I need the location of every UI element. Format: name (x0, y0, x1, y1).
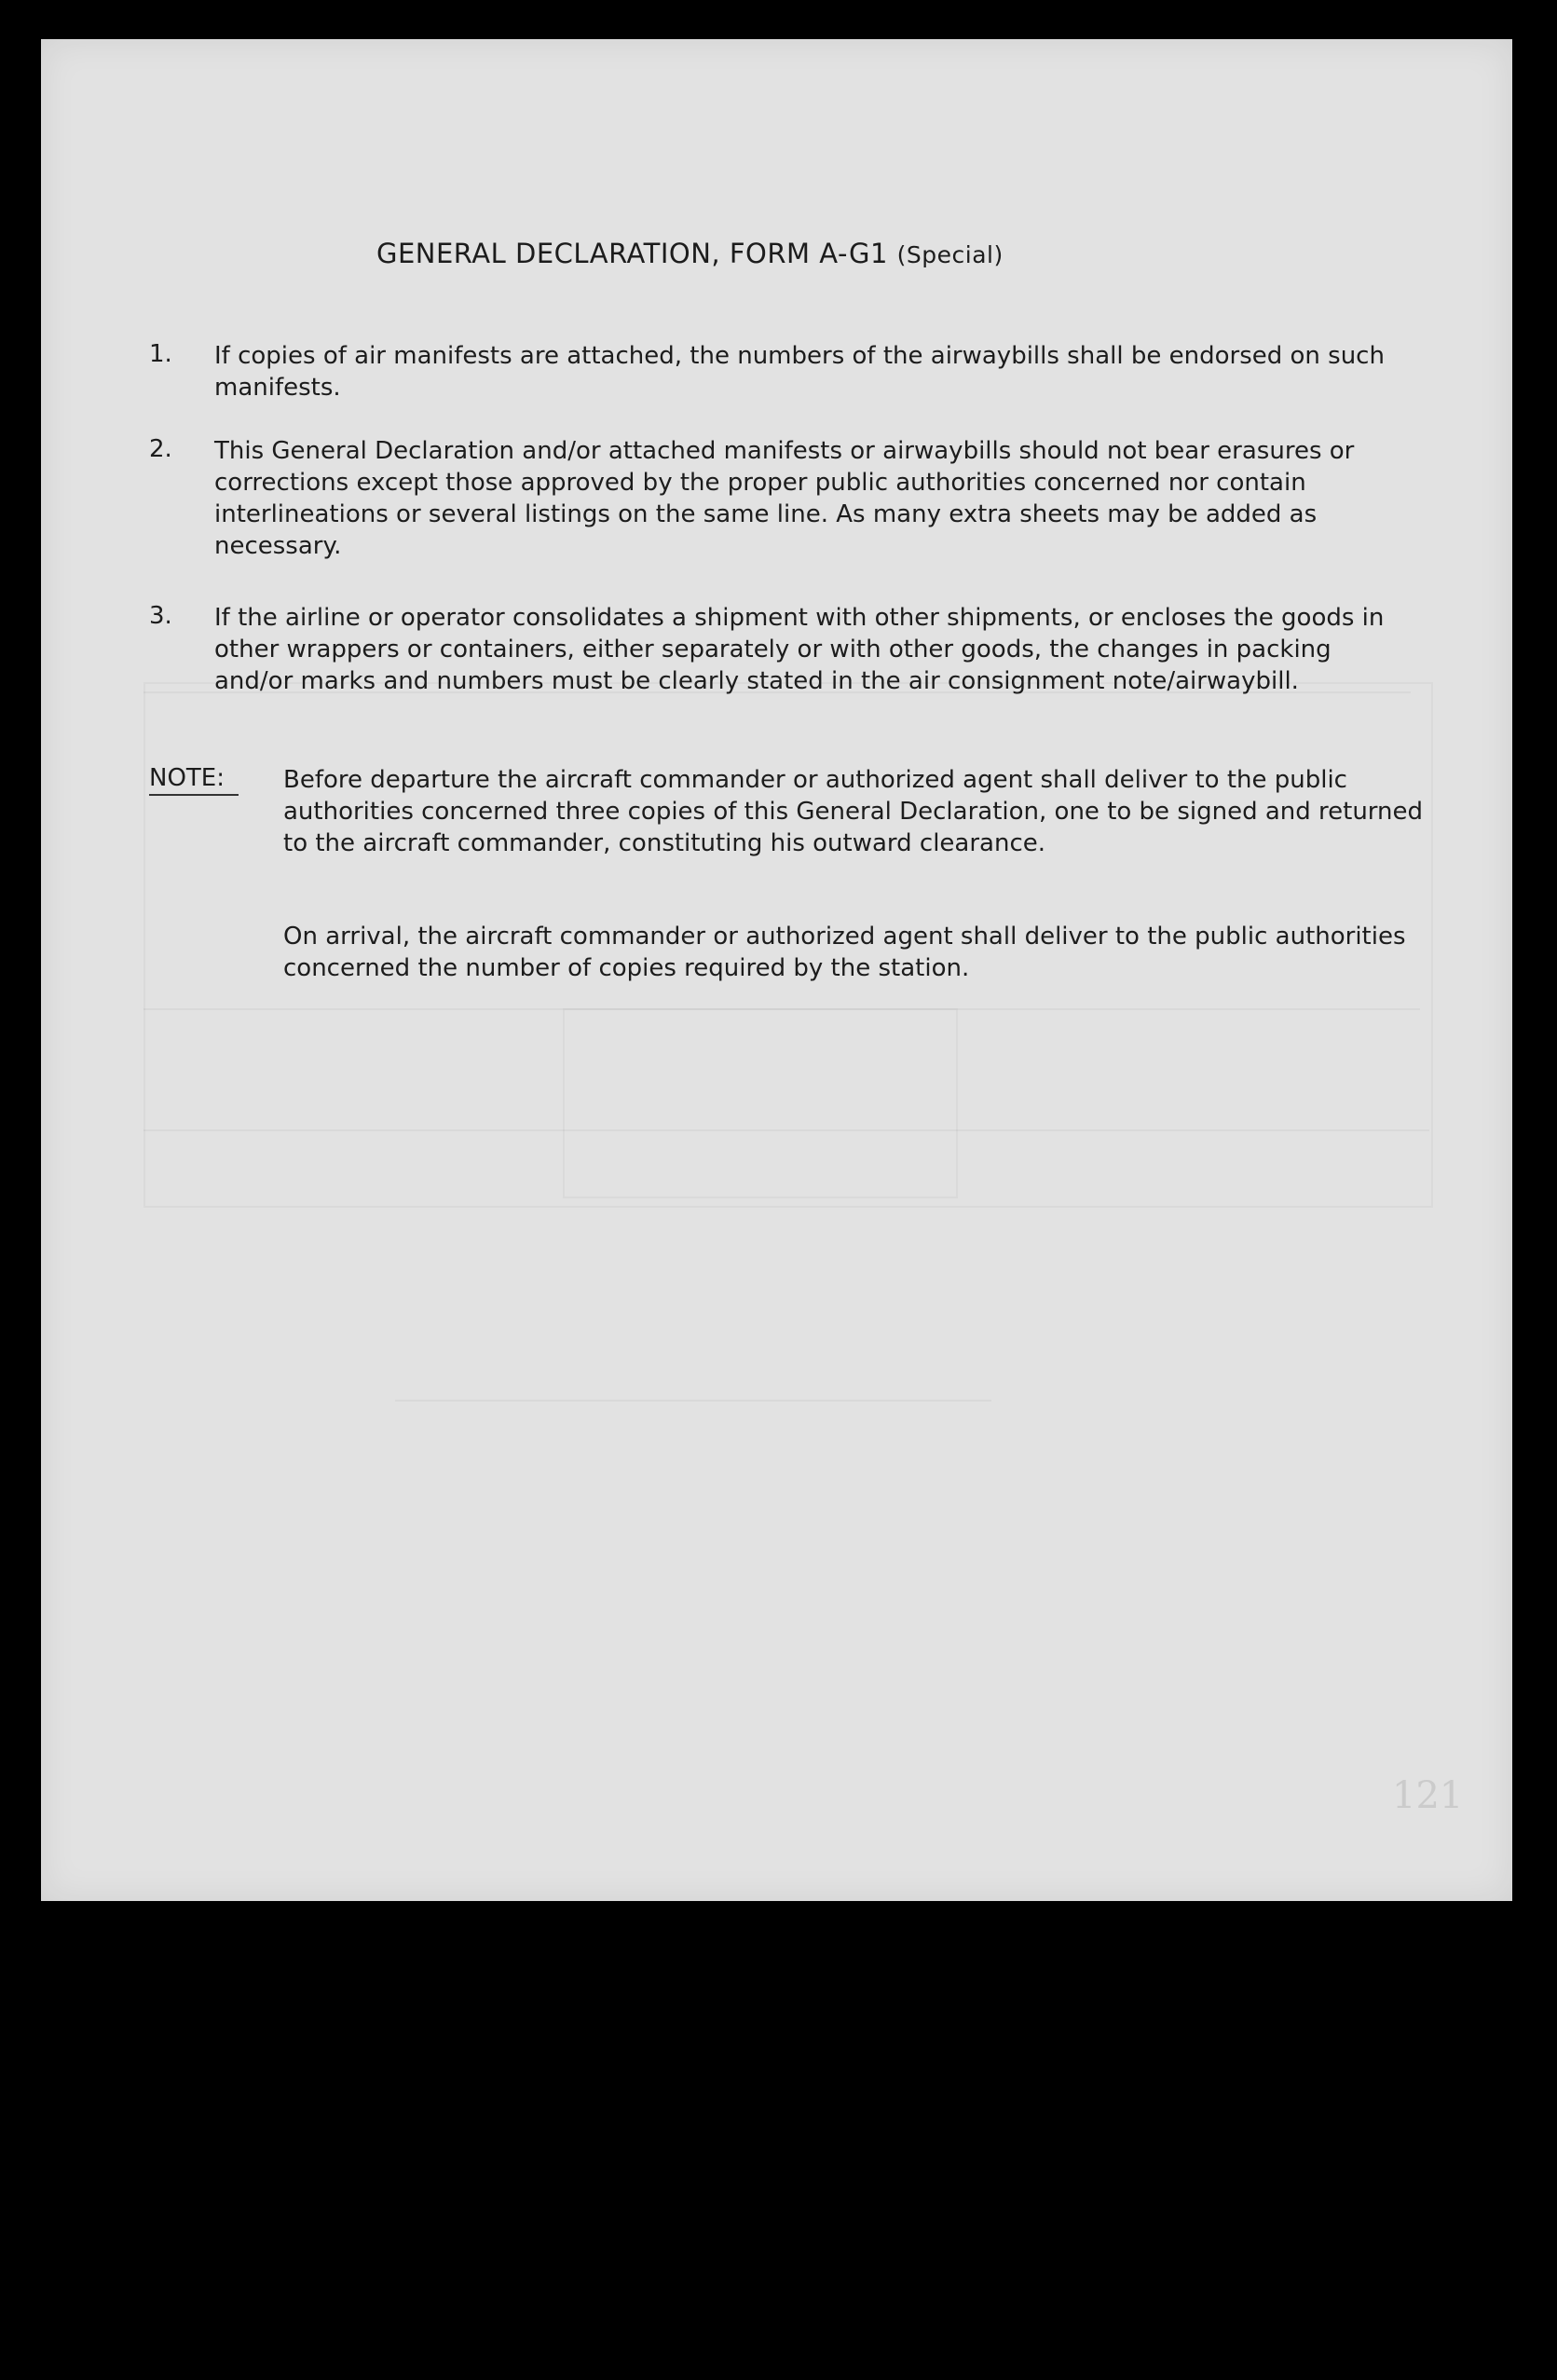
form-title-main: GENERAL DECLARATION, FORM A-G1 (376, 238, 888, 269)
note-label: NOTE: (149, 764, 239, 796)
instruction-number: 2. (149, 435, 172, 463)
page-mark: 121 (1392, 1774, 1464, 1817)
instruction-item-1 (149, 340, 1435, 404)
instruction-text: If the airline or operator consolidates a shipment with other shipments, or encloses the goods in other wrappers or containers, either separately or with other goods, the changes in packing and/or marks and numbers must be clearly stated in the air consignment note/airwaybill. (214, 604, 1385, 695)
instruction-item-3 (149, 602, 1435, 697)
form-title-suffix: (Special) (896, 241, 1004, 268)
instruction-text: If copies of air manifests are attached, the numbers of the airwaybills shall be endorsed on such manifests. (214, 342, 1385, 402)
instruction-number: 1. (149, 340, 172, 368)
note-paragraph-departure: Before departure the aircraft commander or authorized agent shall deliver to the public authorities concerned three copies of this General Declaration, one to be signed and returned to the aircraft commander, constituting his outward clearance. (283, 766, 1424, 857)
form-title (376, 238, 1215, 269)
instruction-text: This General Declaration and/or attached manifests or airwaybills should not bear erasures or corrections except those approved by the proper public authorities concerned nor contain interlineations or several listings on the same line. As many extra sheets may be added as necessary. (214, 437, 1355, 560)
instruction-number: 3. (149, 602, 172, 630)
instruction-item-2 (149, 435, 1435, 562)
note-paragraph-arrival: On arrival, the aircraft commander or authorized agent shall deliver to the public authorities concerned the number of copies required by the station. (283, 923, 1406, 982)
document-page (41, 39, 1512, 1901)
